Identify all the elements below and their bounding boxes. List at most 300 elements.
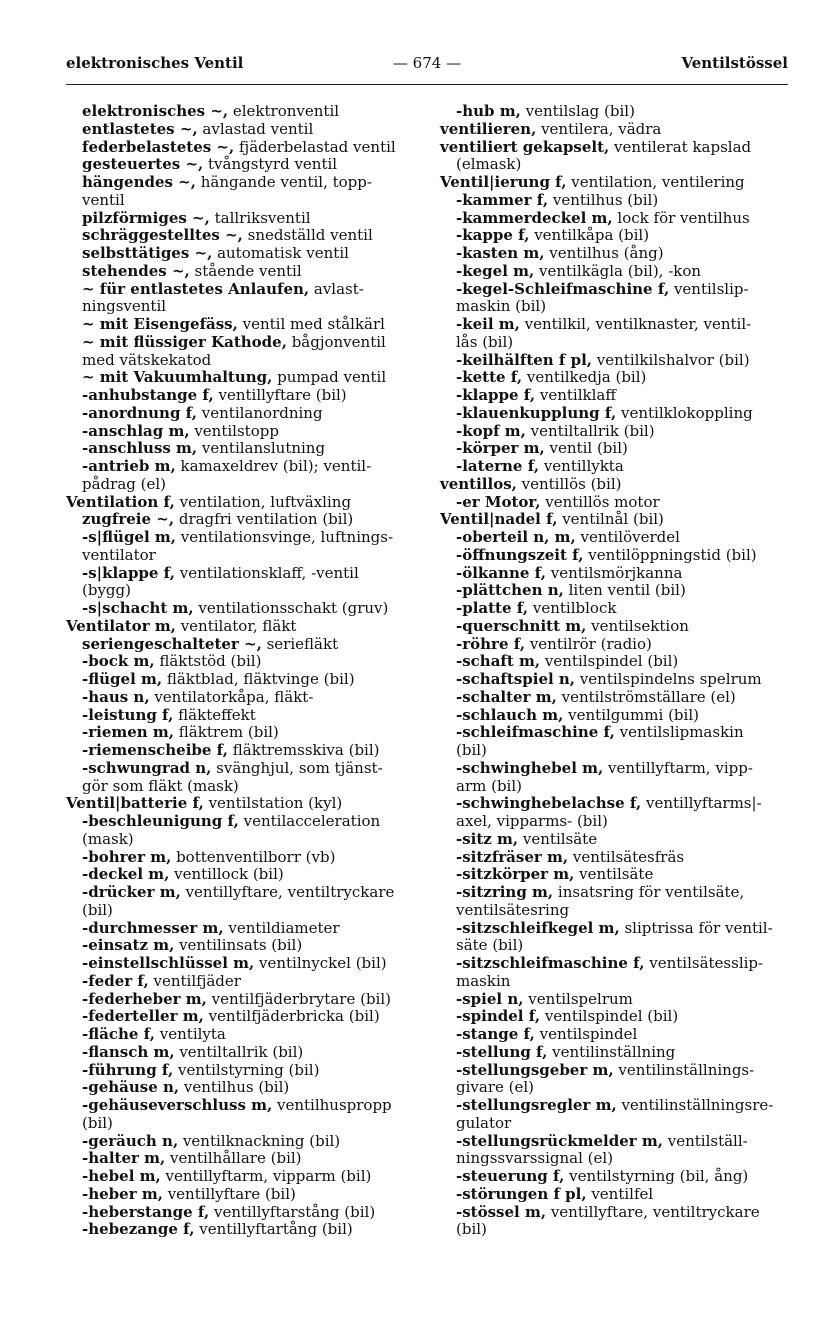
dictionary-entry-line [66,547,416,565]
entry-term: ventillos, [440,474,517,493]
entry-term: -flügel m, [82,670,163,688]
entry-definition: ventilhus (bil) [179,1078,290,1097]
entry-term: gesteuertes ~, [82,155,204,174]
entry-definition: ventilstopp [189,421,279,440]
entry-term: -einsatz m, [82,936,175,955]
entry-definition: ventillock (bil) [169,865,284,884]
dictionary-entry-line [66,121,416,139]
entry-definition: ventilsätesslip- [644,954,764,972]
entry-definition: ventillyftare, ventiltryckare [546,1202,760,1221]
entry-term: -stellung f, [456,1042,548,1061]
entry-term: -kegel m, [456,261,535,280]
dictionary-headword-line [440,121,790,139]
entry-definition: ventilfjäderbricka (bil) [203,1007,380,1026]
dictionary-entry-line [66,263,416,281]
entry-definition: ventilslip- [669,279,749,298]
entry-term: -körper m, [456,439,545,458]
entry-term: -gehäuse n, [82,1078,180,1097]
entry-definition: ventilinställning [547,1042,676,1061]
entry-definition: ventilsätesfräs [568,847,685,866]
entry-definition: ventilator, fläkt [175,616,297,635]
dictionary-entry-line [440,387,790,405]
entry-term: -drücker m, [82,883,181,901]
entry-term: -plättchen n, [456,581,564,600]
entry-term: -kammerdeckel m, [456,208,613,227]
entry-definition: ventilnyckel (bil) [254,954,387,972]
dictionary-entry-line [440,281,790,299]
dictionary-entry-line [66,192,416,210]
entry-definition: ventildiameter [223,918,340,937]
dictionary-headword-line [440,174,790,192]
entry-definition: ventilklokoppling [616,403,753,422]
entry-definition: ventilöverdel [575,528,680,546]
dictionary-entry-line [440,1062,790,1080]
entry-term: ~ mit Eisengefäss, [82,315,238,333]
entry-definition: bottenventilborr (vb) [171,847,336,866]
entry-term: -leistung f, [82,705,174,724]
entry-term: -flansch m, [82,1042,175,1061]
dictionary-entry-line [66,139,416,157]
entry-definition: liten ventil (bil) [563,581,686,600]
dictionary-entry-line [66,902,416,920]
dictionary-entry-line [66,511,416,529]
dictionary-entry-line [66,1079,416,1097]
entry-definition: insatsring för ventilsäte, [553,883,745,901]
dictionary-entry-line [440,103,790,121]
entry-term: -hub m, [456,102,521,120]
dictionary-entry-line [66,1204,416,1222]
dictionary-entry-line [66,1186,416,1204]
entry-term: -bohrer m, [82,847,172,866]
dictionary-entry-line [440,227,790,245]
entry-definition: fläktblad, fläktvinge (bil) [162,670,355,688]
entry-definition: ventilkägla (bil), -kon [534,261,702,280]
entry-term: -schaftspiel n, [456,670,576,688]
dictionary-entry-line [66,1062,416,1080]
entry-term: schräggestelltes ~, [82,226,243,245]
entry-definition: ventilationsklaff, -ventil [175,563,359,582]
entry-definition: ventilkilshalvor (bil) [592,350,750,369]
entry-term: -haus n, [82,687,150,706]
entry-definition: ventilöppningstid (bil) [583,545,757,564]
dictionary-entry-line [66,760,416,778]
entry-term: -schaft m, [456,652,541,671]
entry-definition: ventilknackning (bil) [178,1131,341,1150]
entry-definition: ventilsätesring [456,900,570,919]
entry-term: -querschnitt m, [456,616,587,635]
entry-term: Ventilator m, [66,616,176,635]
dictionary-entry-line [66,298,416,316]
entry-term: -klauenkupplung f, [456,403,617,422]
dictionary-entry-line [440,1079,790,1097]
entry-definition: ventilspindel [534,1025,638,1043]
entry-term: -schwinghebelachse f, [456,794,642,813]
dictionary-entry-line [440,1150,790,1168]
entry-definition: elektronventil [228,102,340,120]
entry-definition: gör som fläkt (mask) [82,776,239,795]
dictionary-entry-line [66,600,416,618]
dictionary-entry-line [440,653,790,671]
entry-term: hängendes ~, [82,173,196,191]
dictionary-entry-line [66,423,416,441]
entry-definition: ventilacceleration [238,812,381,830]
entry-definition: lås (bil) [456,332,514,351]
entry-term: -oberteil n, m, [456,528,576,546]
dictionary-entry-line [66,405,416,423]
entry-term: -s|flügel m, [82,528,176,546]
entry-term: -feder f, [82,971,149,990]
entry-definition: ventilslipmaskin [614,723,744,742]
entry-definition: seriefläkt [261,634,339,653]
entry-term: -anschlag m, [82,421,190,440]
entry-definition: ventilkedja (bil) [522,368,647,387]
dictionary-entry-line [440,245,790,263]
entry-term: ~ mit Vakuumhaltung, [82,368,273,387]
entry-definition: snedställd ventil [242,226,373,245]
entry-definition: ventilspindel (bil) [540,652,679,671]
dictionary-entry-line [440,618,790,636]
entry-term: -kappe f, [456,226,530,245]
dictionary-entry-line [440,707,790,725]
dictionary-entry-line [66,1044,416,1062]
entry-definition: (bil) [82,1113,113,1132]
entry-term: ~ mit flüssiger Kathode, [82,332,287,351]
page-number: — 674 — [392,54,462,72]
right-column [440,103,790,1239]
entry-definition: ventillyftarstång (bil) [209,1202,376,1221]
dictionary-entry-line [440,636,790,654]
entry-term: -sitzschleifkegel m, [456,918,620,937]
dictionary-entry-line [66,1221,416,1239]
dictionary-entry-line [440,494,790,512]
entry-definition: ventilfel [586,1184,654,1203]
entry-definition: ventilation, luftväxling [174,492,352,511]
entry-definition: ventilsäte [518,829,598,848]
page-header [66,54,788,80]
entry-term: Ventil|batterie f, [66,794,204,813]
entry-term: -federheber m, [82,989,207,1008]
entry-term: -beschleunigung f, [82,812,239,830]
dictionary-entry-line [440,742,790,760]
dictionary-entry-line [440,600,790,618]
dictionary-entry-line [66,1150,416,1168]
dictionary-entry-line [440,440,790,458]
entry-term: -sitzkörper m, [456,865,575,884]
entry-term: -anordnung f, [82,403,198,422]
entry-definition: fjäderbelastad ventil [234,137,396,156]
header-left-guide-word: elektronisches Ventil [66,54,244,72]
entry-term: -sitzschleifmaschine f, [456,954,645,972]
entry-definition: fläktrem (bil) [174,723,279,742]
entry-term: federbelastetes ~, [82,137,235,156]
dictionary-entry-line [66,707,416,725]
entry-definition: ventillyftarms|- [641,794,762,813]
dictionary-entry-line [66,636,416,654]
dictionary-entry-line [66,1097,416,1115]
entry-term: -sitz m, [456,829,519,848]
entry-definition: ventilblock [528,599,617,617]
dictionary-entry-line [440,866,790,884]
dictionary-entry-line [66,973,416,991]
dictionary-entry-line [440,565,790,583]
dictionary-entry-line [66,866,416,884]
entry-term: -anhubstange f, [82,386,214,404]
entry-definition: ventillyftarm, vipparm (bil) [160,1167,372,1185]
entry-definition: ventilhus (bil) [548,190,659,209]
entry-definition: ventilanslutning [197,439,326,458]
dictionary-entry-line [440,1168,790,1186]
entry-term: -schwungrad n, [82,758,212,777]
entry-definition: ventiltallrik (bil) [525,421,655,440]
entry-definition: pådrag (el) [82,474,167,493]
entry-term: -fläche f, [82,1025,156,1043]
entry-definition: ventilyta [155,1025,226,1043]
header-rule [66,84,788,85]
entry-term: -durchmesser m, [82,918,224,937]
entry-definition: ventilkil, ventilknaster, ventil- [519,315,752,333]
dictionary-entry-line [66,1026,416,1044]
entry-term: -hebel m, [82,1167,161,1185]
entry-definition: ventilspindelns spelrum [575,670,762,688]
dictionary-entry-line [440,263,790,281]
dictionary-entry-line [66,103,416,121]
dictionary-entry-line [440,937,790,955]
dictionary-entry-line [440,1044,790,1062]
dictionary-entry-line [66,742,416,760]
entry-term: -stellungsrückmelder m, [456,1131,663,1150]
entry-term: -röhre f, [456,634,526,653]
entry-term: -ölkanne f, [456,563,546,582]
dictionary-entry-line [66,849,416,867]
entry-definition: säte (bil) [456,936,524,955]
entry-definition: ventillyftare (bil) [162,1184,296,1203]
entry-definition: ventilationsschakt (gruv) [193,599,389,617]
entry-definition: ventillyftarm, vipp- [603,758,753,777]
entry-definition: ventilinsats (bil) [174,936,303,955]
entry-definition: ventilator [82,545,156,564]
entry-definition: ventilspelrum [523,989,633,1008]
dictionary-entry-line [440,298,790,316]
entry-term: -hebezange f, [82,1220,195,1239]
entry-term: -kopf m, [456,421,526,440]
entry-definition: ventilerat kapslad [609,137,752,156]
dictionary-entry-line [66,387,416,405]
entry-definition: (elmask) [456,155,522,174]
entry-term: -schleifmaschine f, [456,723,615,742]
entry-term: -schwinghebel m, [456,758,604,777]
header-right-guide-word: Ventilstössel [681,54,788,72]
dictionary-entry-line [66,334,416,352]
entry-term: -deckel m, [82,865,170,884]
entry-definition: ventillös (bil) [516,474,622,493]
entry-term: -spindel f, [456,1007,541,1026]
dictionary-entry-line [66,724,416,742]
entry-definition: ventilströmställare (el) [556,687,736,706]
dictionary-headword-line [66,795,416,813]
dictionary-entry-line [66,369,416,387]
dictionary-entry-line [66,227,416,245]
entry-definition: ventilstyrning (bil, ång) [564,1167,749,1185]
entry-term: entlastetes ~, [82,119,198,138]
entry-definition: ventilstyrning (bil) [173,1060,320,1079]
entry-definition: ventilställ- [662,1131,748,1150]
entry-definition: ventilslag (bil) [520,102,635,120]
dictionary-headword-line [440,139,790,157]
dictionary-entry-line [440,423,790,441]
entry-definition: pumpad ventil [272,368,387,387]
entry-term: -er Motor, [456,492,541,511]
dictionary-entry-line [66,920,416,938]
dictionary-entry-line [440,405,790,423]
entry-definition: ventilrör (radio) [525,634,652,653]
dictionary-entry-line [440,352,790,370]
dictionary-entry-line [66,955,416,973]
dictionary-entry-line [66,689,416,707]
dictionary-entry-line [66,991,416,1009]
entry-term: -störungen f pl, [456,1184,587,1203]
entry-definition: ventilhus (ång) [544,244,664,262]
entry-definition: ventilsektion [586,616,689,635]
dictionary-entry-line [66,831,416,849]
entry-definition: arm (bil) [456,776,523,795]
dictionary-entry-line [66,281,416,299]
entry-definition: svänghjul, som tjänst- [211,758,383,777]
dictionary-entry-line [440,920,790,938]
entry-definition: ventilfjäder [148,971,241,990]
entry-definition: ventil (bil) [544,439,628,458]
dictionary-entry-line [440,369,790,387]
entry-term: -riemen m, [82,723,175,742]
entry-term: -laterne f, [456,457,540,475]
dictionary-entry-line [66,476,416,494]
dictionary-entry-line [440,902,790,920]
entry-term: -bock m, [82,652,155,671]
entry-definition: (bygg) [82,581,131,600]
entry-term: -federteller m, [82,1007,204,1026]
entry-term: -halter m, [82,1149,166,1168]
entry-term: -heberstange f, [82,1202,210,1221]
entry-definition: ventilanordning [197,403,323,422]
entry-definition: avlastad ventil [197,119,314,138]
entry-definition: ventiltallrik (bil) [174,1042,304,1061]
dictionary-entry-line [440,1133,790,1151]
entry-definition: givare (el) [456,1078,535,1097]
entry-definition: fläkteffekt [173,705,256,724]
dictionary-entry-line [66,937,416,955]
dictionary-headword-line [440,511,790,529]
dictionary-entry-line [440,973,790,991]
dictionary-entry-line [440,689,790,707]
entry-definition: (mask) [82,829,134,848]
entry-definition: fläktremsskiva (bil) [228,741,380,759]
dictionary-entry-line [66,440,416,458]
entry-definition: tvångstyrd ventil [203,155,338,174]
dictionary-entry-line [440,1115,790,1133]
entry-definition: ventilinställnings- [613,1060,755,1079]
dictionary-entry-line [440,955,790,973]
entry-definition: ventilsmörjkanna [545,563,683,582]
dictionary-entry-line [440,760,790,778]
dictionary-entry-line [440,529,790,547]
dictionary-entry-line [66,316,416,334]
entry-definition: ventilkåpa (bil) [529,226,650,245]
entry-definition: stående ventil [189,261,302,280]
entry-definition: axel, vipparms- (bil) [456,812,608,830]
dictionary-entry-line [440,192,790,210]
entry-term: -kammer f, [456,190,549,209]
entry-definition: ventillös motor [540,492,660,511]
entry-definition: ventilhållare (bil) [165,1149,302,1168]
entry-term: -klappe f, [456,386,536,404]
entry-term: -schlauch m, [456,705,564,724]
entry-definition: ningssvarssignal (el) [456,1149,614,1168]
entry-definition: bågjonventil [286,332,386,351]
entry-definition: ventilhuspropp [272,1096,392,1114]
entry-definition: kamaxeldrev (bil); ventil- [175,457,372,475]
entry-definition: (bil) [82,900,113,919]
dictionary-headword-line [66,618,416,636]
entry-term: -sitzring m, [456,883,554,901]
dictionary-entry-line [440,849,790,867]
dictionary-entry-line [66,529,416,547]
entry-term: -s|schacht m, [82,599,194,617]
entry-definition: ventilspindel (bil) [540,1007,679,1026]
dictionary-headword-line [66,494,416,512]
entry-term: -riemenscheibe f, [82,741,229,759]
entry-term: Ventilation f, [66,492,175,511]
entry-term: Ventil|ierung f, [440,173,567,191]
dictionary-entry-line [66,174,416,192]
dictionary-entry-line [440,156,790,174]
dictionary-entry-line [66,884,416,902]
dictionary-entry-line [440,884,790,902]
dictionary-entry-line [440,1221,790,1239]
dictionary-entry-line [440,778,790,796]
entry-definition: ventil [82,190,125,209]
dictionary-entry-line [440,1026,790,1044]
entry-term: -kette f, [456,368,523,387]
entry-definition: maskin [456,971,511,990]
entry-term: stehendes ~, [82,261,190,280]
entry-definition: ventilsäte [574,865,654,884]
dictionary-entry-line [66,1168,416,1186]
entry-term: -steuerung f, [456,1167,565,1185]
dictionary-entry-line [66,778,416,796]
dictionary-entry-line [66,245,416,263]
dictionary-entry-line [440,547,790,565]
entry-term: ~ für entlastetes Anlaufen, [82,279,310,298]
entry-term: -keilhälften f pl, [456,350,593,369]
dictionary-entry-line [66,582,416,600]
entry-definition: med vätskekatod [82,350,212,369]
dictionary-entry-line [440,1204,790,1222]
dictionary-entry-line [440,210,790,228]
entry-term: -einstellschlüssel m, [82,954,255,972]
entry-term: seriengeschalteter ~, [82,634,262,653]
entry-term: -antrieb m, [82,457,176,475]
entry-definition: ventilatorkåpa, fläkt- [149,687,314,706]
entry-definition: sliptrissa för ventil- [619,918,773,937]
entry-definition: ventilnål (bil) [557,510,664,529]
entry-definition: fläktstöd (bil) [154,652,262,671]
dictionary-entry-line [440,671,790,689]
dictionary-entry-line [66,565,416,583]
dictionary-entry-line [66,210,416,228]
dictionary-entry-line [440,582,790,600]
entry-definition: ventilklaff [535,386,617,404]
entry-definition: dragfri ventilation (bil) [174,510,354,529]
dictionary-entry-line [440,334,790,352]
